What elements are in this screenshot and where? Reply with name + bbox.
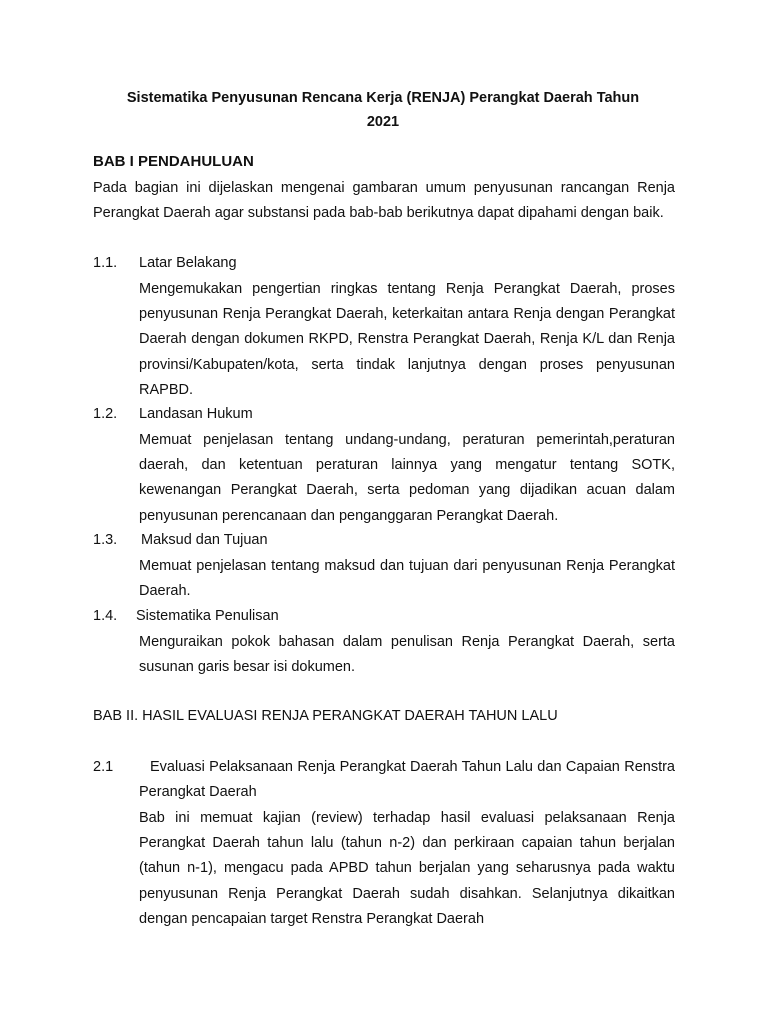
section-number: 1.4.: [93, 608, 118, 624]
section-number: 2.1: [93, 759, 114, 775]
section-text: Bab ini memuat kajian (review) terhadap hasil evaluasi pelaksanaan Renja Perangkat Daerah tahun lalu (tahun n-2) dan perkiraan capaian tahun berjalan (tahun n-1), mengacu pada APBD tahun berjalan yang seharusnya pada waktu penyusunan Renja Perangkat Daerah sudah disahkan. Selanjutnya dikaitkan dengan pencapaian target Renstra Perangkat Daerah: [139, 810, 675, 927]
bab1-intro: Pada bagian ini dijelaskan mengenai gambaran umum penyusunan rancangan Renja Perangkat Daerah agar substansi pada bab-bab berikutnya dapat dipahami dengan baik.: [93, 180, 675, 222]
document-title-line1: Sistematika Penyusunan Rencana Kerja (RENJA) Perangkat Daerah Tahun: [126, 90, 640, 106]
section-text: Memuat penjelasan tentang undang-undang, peraturan pemerintah,peraturan daerah, dan ketentuan peraturan lainnya yang mengatur tentang SOTK, kewenangan Perangkat Daerah, serta pedoman yang dijadikan acuan dalam penyusunan perencanaan dan penganggaran Perangkat Daerah.: [139, 432, 675, 524]
section-label: Maksud dan Tujuan: [141, 532, 268, 548]
bab2-heading: BAB II. HASIL EVALUASI RENJA PERANGKAT DAERAH TAHUN LALU: [93, 708, 558, 724]
section-text: Menguraikan pokok bahasan dalam penulisan Renja Perangkat Daerah, serta susunan garis besar isi dokumen.: [139, 634, 675, 676]
section-number: 1.3.: [93, 532, 118, 548]
document-title-line2: 2021: [366, 114, 400, 130]
section-label: Evaluasi Pelaksanaan Renja Perangkat Daerah Tahun Lalu dan Capaian Renstra Perangkat Daerah: [139, 759, 675, 801]
section-text: Memuat penjelasan tentang maksud dan tujuan dari penyusunan Renja Perangkat Daerah.: [139, 558, 675, 600]
section-number: 1.1.: [93, 255, 118, 271]
section-text: Mengemukakan pengertian ringkas tentang Renja Perangkat Daerah, proses penyusunan Renja Perangkat Daerah, keterkaitan antara Renja dengan Perangkat Daerah dengan dokumen RKPD, Renstra Perangkat Daerah, Renja K/L dan Renja provinsi/Kabupaten/kota, serta tindak lanjutnya dengan proses penyusunan RAPBD.: [139, 281, 675, 398]
bab1-heading: BAB I PENDAHULUAN: [93, 153, 254, 170]
section-label: Sistematika Penulisan: [136, 608, 279, 624]
section-number: 1.2.: [93, 406, 118, 422]
section-label: Latar Belakang: [139, 255, 237, 271]
section-label: Landasan Hukum: [139, 406, 253, 422]
